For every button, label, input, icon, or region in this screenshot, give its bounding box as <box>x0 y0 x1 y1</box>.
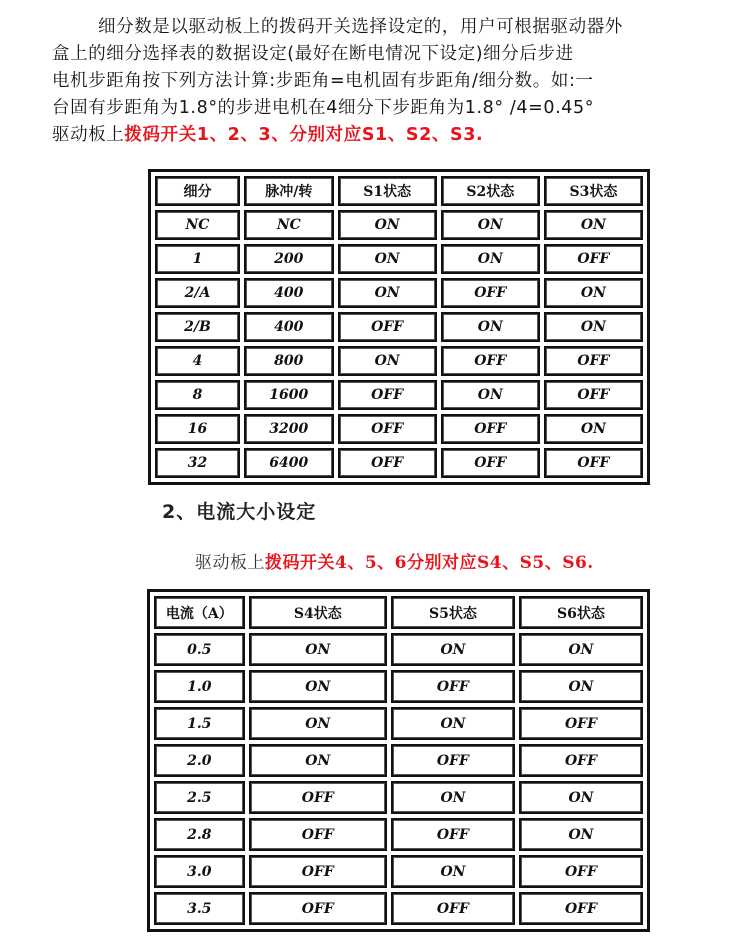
cell-s6: ON <box>519 633 643 666</box>
cell-s2: OFF <box>441 278 540 308</box>
intro-line-5-plain: 驱动板上 <box>52 125 125 145</box>
cell-pulses: 200 <box>244 244 334 274</box>
cell-microstep: NC <box>155 210 240 240</box>
header-s3: S3状态 <box>544 176 643 206</box>
cell-s1: ON <box>338 346 437 376</box>
cell-s1: ON <box>338 278 437 308</box>
cell-s4: ON <box>249 744 387 777</box>
cell-microstep: 8 <box>155 380 240 410</box>
current-section-subline <box>195 548 594 573</box>
cell-s3: ON <box>544 210 643 240</box>
intro-line-1: 细分数是以驱动板上的拨码开关选择设定的，用户可根据驱动器外 <box>98 17 623 37</box>
cell-s5: OFF <box>391 670 515 703</box>
cell-s3: ON <box>544 278 643 308</box>
cell-s5: OFF <box>391 744 515 777</box>
cell-s1: OFF <box>338 414 437 444</box>
intro-line-4: 台固有步距角为1.8°的步进电机在4细分下步距角为1.8° /4=0.45° <box>52 98 595 118</box>
cell-current: 2.0 <box>154 744 245 777</box>
table-row <box>155 448 643 478</box>
table-row <box>155 244 643 274</box>
cell-s1: ON <box>338 210 437 240</box>
cell-s3: OFF <box>544 380 643 410</box>
table-row <box>154 892 643 925</box>
cell-s1: OFF <box>338 312 437 342</box>
table-row <box>155 380 643 410</box>
cell-s4: OFF <box>249 818 387 851</box>
cell-s6: ON <box>519 818 643 851</box>
table-row <box>155 312 643 342</box>
cell-s4: OFF <box>249 781 387 814</box>
cell-current: 0.5 <box>154 633 245 666</box>
current-table-header <box>154 596 643 629</box>
cell-s3: OFF <box>544 244 643 274</box>
cell-s6: OFF <box>519 707 643 740</box>
cell-s1: OFF <box>338 448 437 478</box>
microstep-table <box>148 169 650 485</box>
table-row <box>155 210 643 240</box>
cell-current: 2.8 <box>154 818 245 851</box>
cell-s5: OFF <box>391 892 515 925</box>
cell-microstep: 2/A <box>155 278 240 308</box>
cell-current: 3.0 <box>154 855 245 888</box>
intro-paragraph <box>52 14 742 149</box>
cell-pulses: 800 <box>244 346 334 376</box>
cell-s6: ON <box>519 781 643 814</box>
table-row <box>154 744 643 777</box>
cell-s5: ON <box>391 781 515 814</box>
intro-line-5 <box>52 122 742 149</box>
cell-s3: OFF <box>544 448 643 478</box>
cell-s5: OFF <box>391 818 515 851</box>
current-subline-highlight: 拨码开关4、5、6分别对应S4、S5、S6. <box>265 553 594 573</box>
cell-microstep: 4 <box>155 346 240 376</box>
cell-microstep: 16 <box>155 414 240 444</box>
cell-s2: ON <box>441 244 540 274</box>
cell-s2: OFF <box>441 448 540 478</box>
cell-s1: OFF <box>338 380 437 410</box>
microstep-table-header <box>155 176 643 206</box>
cell-s5: ON <box>391 855 515 888</box>
cell-pulses: 400 <box>244 312 334 342</box>
current-table <box>147 589 650 932</box>
cell-s1: ON <box>338 244 437 274</box>
cell-s3: OFF <box>544 346 643 376</box>
cell-s2: OFF <box>441 346 540 376</box>
cell-s2: ON <box>441 380 540 410</box>
cell-s6: OFF <box>519 744 643 777</box>
table-row <box>154 781 643 814</box>
header-s5: S5状态 <box>391 596 515 629</box>
cell-s2: ON <box>441 210 540 240</box>
cell-microstep: 2/B <box>155 312 240 342</box>
intro-line-5-highlight: 拨码开关1、2、3、分别对应S1、S2、S3. <box>124 125 484 145</box>
cell-pulses: 400 <box>244 278 334 308</box>
cell-s6: OFF <box>519 892 643 925</box>
header-s6: S6状态 <box>519 596 643 629</box>
intro-line-3: 电机步距角按下列方法计算:步距角=电机固有步距角/细分数。如:一 <box>52 71 594 91</box>
cell-s2: ON <box>441 312 540 342</box>
header-microstep: 细分 <box>155 176 240 206</box>
intro-line-2: 盒上的细分选择表的数据设定(最好在断电情况下设定)细分后步进 <box>52 44 574 64</box>
cell-s3: ON <box>544 312 643 342</box>
header-current: 电流（A） <box>154 596 245 629</box>
cell-s5: ON <box>391 707 515 740</box>
current-section-heading: 2、电流大小设定 <box>162 501 317 523</box>
cell-s3: ON <box>544 414 643 444</box>
cell-s4: OFF <box>249 892 387 925</box>
header-pulses-per-rev: 脉冲/转 <box>244 176 334 206</box>
cell-s6: ON <box>519 670 643 703</box>
cell-microstep: 32 <box>155 448 240 478</box>
cell-pulses: NC <box>244 210 334 240</box>
table-row <box>154 707 643 740</box>
cell-current: 1.0 <box>154 670 245 703</box>
header-s4: S4状态 <box>249 596 387 629</box>
current-subline-plain: 驱动板上 <box>195 553 265 573</box>
table-row <box>154 855 643 888</box>
cell-s6: OFF <box>519 855 643 888</box>
cell-s2: OFF <box>441 414 540 444</box>
cell-pulses: 3200 <box>244 414 334 444</box>
header-s2: S2状态 <box>441 176 540 206</box>
cell-microstep: 1 <box>155 244 240 274</box>
cell-s4: OFF <box>249 855 387 888</box>
table-row <box>154 633 643 666</box>
table-row <box>155 278 643 308</box>
cell-current: 3.5 <box>154 892 245 925</box>
table-row <box>154 818 643 851</box>
header-s1: S1状态 <box>338 176 437 206</box>
cell-pulses: 1600 <box>244 380 334 410</box>
cell-current: 2.5 <box>154 781 245 814</box>
cell-pulses: 6400 <box>244 448 334 478</box>
table-row <box>154 670 643 703</box>
cell-current: 1.5 <box>154 707 245 740</box>
table-row <box>155 414 643 444</box>
table-row <box>155 346 643 376</box>
cell-s4: ON <box>249 707 387 740</box>
cell-s4: ON <box>249 633 387 666</box>
cell-s5: ON <box>391 633 515 666</box>
cell-s4: ON <box>249 670 387 703</box>
